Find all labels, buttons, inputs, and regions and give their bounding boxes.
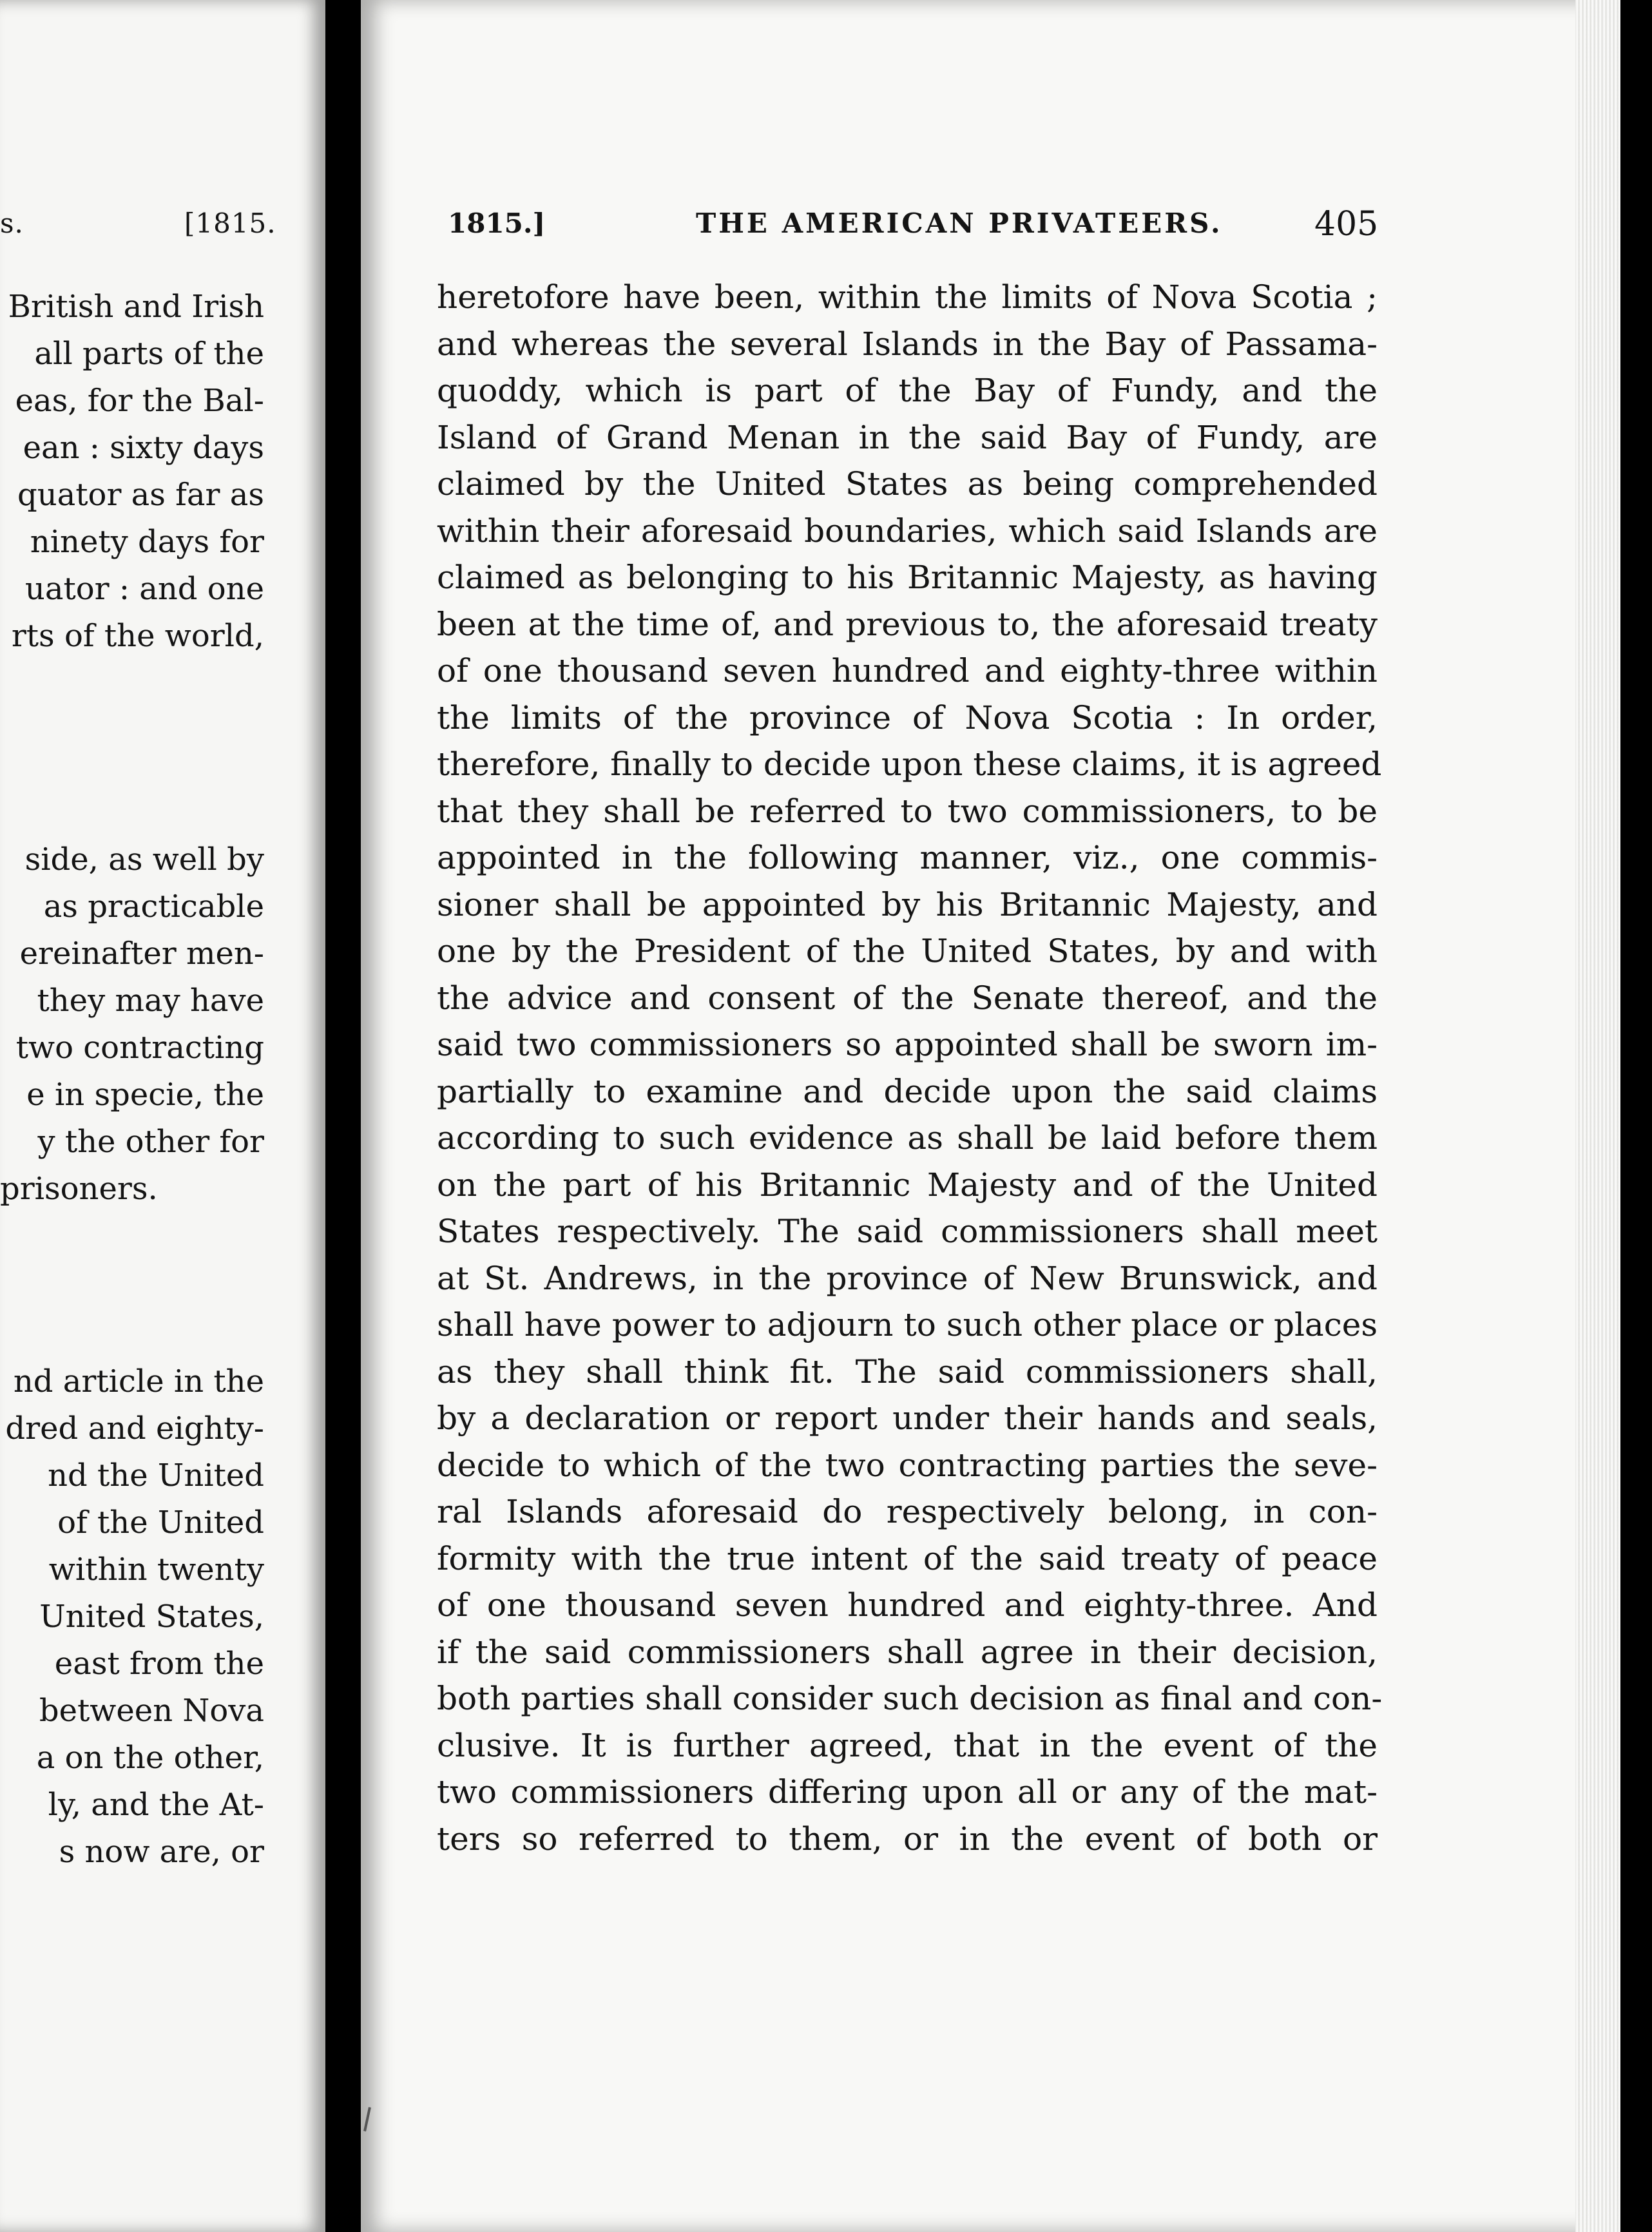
text-line: said two commissioners so appointed shall be sworn im-: [437, 1026, 1378, 1063]
text-line: the limits of the province of Nova Scotia : In order,: [437, 698, 1378, 736]
left-line: y the other for: [37, 1124, 264, 1160]
text-line: decide to which of the two contracting parties the seve-: [437, 1446, 1378, 1484]
text-line: formity with the true intent of the said treaty of peace: [437, 1539, 1378, 1577]
text-line: and whereas the several Islands in the Bay of Passama-: [437, 325, 1378, 363]
text-line: therefore, finally to decide upon these claims, it is agreed: [437, 746, 1382, 783]
left-line: east from the: [54, 1646, 264, 1682]
text-line: at St. Andrews, in the province of New Brunswick, and: [437, 1259, 1378, 1297]
text-line: been at the time of, and previous to, the aforesaid treaty: [437, 605, 1378, 643]
text-line: both parties shall consider such decision as final and con-: [437, 1680, 1383, 1717]
text-line: States respectively. The said commissioners shall meet: [437, 1213, 1378, 1250]
left-text-block-3: [0, 1358, 264, 1876]
page-number: 405: [1314, 205, 1379, 244]
running-title: THE AMERICAN PRIVATEERS.: [696, 207, 1223, 239]
page-edge: [1575, 0, 1620, 2232]
text-line: shall have power to adjourn to such other place or places: [437, 1306, 1378, 1343]
left-text-block-2: [0, 836, 264, 1213]
left-line: between Nova: [39, 1693, 264, 1729]
header-year: 1815.]: [448, 207, 546, 239]
left-line: side, as well by: [24, 842, 264, 878]
text-line: ters so referred to them, or in the event of both or: [437, 1820, 1378, 1858]
left-line: ly, and the At-: [48, 1787, 264, 1823]
left-line: British and Irish: [8, 289, 264, 325]
text-line: on the part of his Britannic Majesty and of the United: [437, 1166, 1378, 1204]
left-line: all parts of the: [34, 336, 264, 372]
text-line: one by the President of the United States, by and with: [437, 932, 1378, 970]
left-page: [0, 0, 325, 2232]
left-header-fragment: s.: [0, 207, 24, 239]
text-line: clusive. It is further agreed, that in the event of the: [437, 1726, 1378, 1764]
text-line: sioner shall be appointed by his Britannic Majesty, and: [437, 885, 1378, 923]
left-line: dred and eighty-: [5, 1410, 264, 1447]
left-line: as practicable: [43, 889, 264, 925]
text-line: if the said commissioners shall agree in their decision,: [437, 1633, 1378, 1671]
left-text-block-1: [0, 284, 264, 660]
left-line: uator : and one: [24, 571, 264, 607]
text-line: within their aforesaid boundaries, which said Islands are: [437, 512, 1378, 550]
left-line: United States,: [39, 1599, 264, 1635]
text-line: partially to examine and decide upon the said claims: [437, 1072, 1378, 1110]
left-line: of the United: [57, 1505, 264, 1541]
text-line: Island of Grand Menan in the said Bay of Fundy, are: [437, 418, 1378, 456]
text-line: two commissioners differing upon all or any of the mat-: [437, 1773, 1378, 1811]
left-line: they may have: [37, 983, 264, 1019]
left-line: s now are, or: [59, 1834, 264, 1870]
text-line: ral Islands aforesaid do respectively belong, in con-: [437, 1493, 1378, 1530]
text-line: that they shall be referred to two commissioners, to be: [437, 792, 1378, 830]
left-header-year: [1815.: [184, 207, 276, 239]
right-page: [361, 0, 1620, 2232]
text-line: of one thousand seven hundred and eighty-three within: [437, 652, 1378, 689]
left-line: nd the United: [48, 1458, 264, 1494]
left-line: eas, for the Bal-: [15, 383, 264, 419]
text-line: of one thousand seven hundred and eighty-three. And: [437, 1586, 1378, 1624]
left-line: quator as far as: [17, 477, 264, 513]
left-line: nd article in the: [13, 1363, 264, 1400]
text-line: as they shall think fit. The said commissioners shall,: [437, 1352, 1378, 1390]
left-line: rts of the world,: [11, 618, 264, 654]
body-text: [437, 274, 1383, 1862]
text-line: by a declaration or report under their hands and seals,: [437, 1400, 1378, 1437]
left-line: e in specie, the: [26, 1077, 264, 1113]
text-line: claimed as belonging to his Britannic Majesty, as having: [437, 559, 1378, 596]
left-line: ninety days for: [30, 524, 264, 560]
text-line: heretofore have been, within the limits of Nova Scotia ;: [437, 278, 1378, 316]
left-line: two contracting: [15, 1030, 264, 1066]
left-line: a on the other,: [36, 1740, 264, 1776]
text-line: claimed by the United States as being comprehended: [437, 465, 1378, 503]
text-line: appointed in the following manner, viz., one commis-: [437, 839, 1378, 876]
text-line: according to such evidence as shall be laid before them: [437, 1119, 1378, 1157]
text-line: the advice and consent of the Senate thereof, and the: [437, 979, 1378, 1017]
left-line: ereinafter men-: [19, 936, 264, 972]
left-line: prisoners.: [0, 1171, 158, 1207]
left-line: ean : sixty days: [23, 430, 264, 466]
left-line: within twenty: [48, 1552, 264, 1588]
text-line: quoddy, which is part of the Bay of Fundy, and the: [437, 372, 1378, 409]
